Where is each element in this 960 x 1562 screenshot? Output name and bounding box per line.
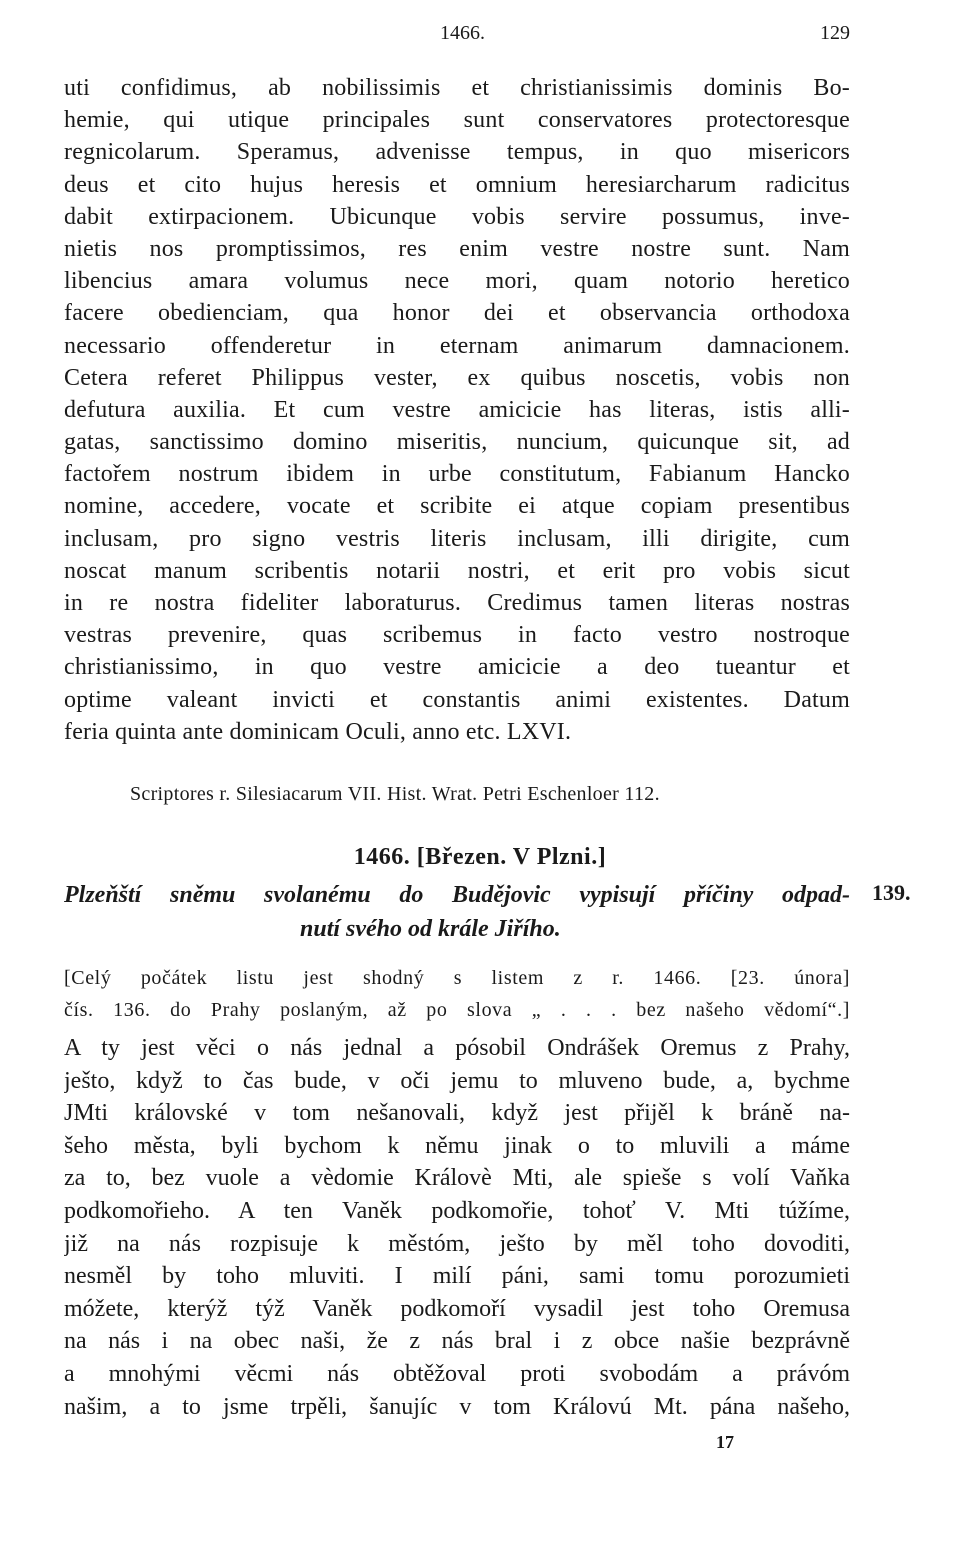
text-line: inclusam, pro signo vestris literis inclusam, illi dirigite, cum xyxy=(64,525,850,552)
text-line: hemie, qui utique principales sunt conservatores protectoresque xyxy=(64,107,850,134)
text-line: šeho města, byli bychom k němu jinak o to mluvili a máme xyxy=(64,1132,850,1159)
regest-line: nutí svého od krále Jiřího. xyxy=(300,916,561,942)
text-line: optime valeant invicti et constantis animi existentes. Datum xyxy=(64,686,850,713)
text-line: in re nostra fideliter laboraturus. Credimus tamen literas nostras xyxy=(64,590,850,616)
text-line: nomine, accedere, vocate et scribite ei atque copiam presentibus xyxy=(64,493,850,520)
text-line: za to, bez vuole a vèdomie Královè Mti, ale spieše s volí Vaňka xyxy=(64,1165,850,1192)
running-head xyxy=(0,22,960,50)
latin-letter-text xyxy=(64,72,850,748)
text-line: noscat manum scribentis notarii nostri, et erit pro vobis sicut xyxy=(64,557,850,584)
regest-line: Plzeňští sněmu svolanému do Budějovic vypisují příčiny odpad- xyxy=(64,882,850,908)
text-line: defutura auxilia. Et cum vestre amicicie has literas, istis alli- xyxy=(64,396,850,423)
text-line: necessario offenderetur in eternam animarum damnacionem. xyxy=(64,332,850,359)
document-number: 139. xyxy=(872,880,911,905)
text-line: našim, a to jsme trpěli, šanujíc v tom Královú Mt. pána našeho, xyxy=(64,1393,850,1420)
signature-mark: 17 xyxy=(716,1432,734,1452)
text-line: vestras prevenire, quas scribemus in facto vestro nostroque xyxy=(64,622,850,649)
note-line: čís. 136. do Prahy poslaným, až po slova „ . . . bez našeho vědomí“.] xyxy=(64,999,850,1021)
text-line: a mnohými věcmi nás obtěžoval proti svobodám a právóm xyxy=(64,1360,850,1387)
document-regest xyxy=(64,878,850,946)
note-line: [Celý počátek listu jest shodný s listem z r. 1466. [23. února] xyxy=(64,967,850,989)
text-line: na nás i na obec naši, že z nás bral i z obce našie bezprávně xyxy=(64,1328,850,1355)
czech-letter-text xyxy=(64,1032,850,1423)
text-line: libencius amara volumus nece mori, quam notorio heretico xyxy=(64,268,850,295)
text-line: christianissimo, in quo vestre amicicie a deo tueantur et xyxy=(64,654,850,681)
text-line: móžete, kterýž týž Vaněk podkomoří vysadil jest toho Oremusa xyxy=(64,1295,850,1322)
text-line: JMti královské v tom nešanovali, když jest přijěl k bráně na- xyxy=(64,1100,850,1127)
text-line: A ty jest věci o nás jednal a pósobil Ondrášek Oremus z Prahy, xyxy=(64,1035,850,1061)
text-line: Cetera referet Philippus vester, ex quibus noscetis, vobis non xyxy=(64,364,850,391)
text-line: feria quinta ante dominicam Oculi, anno etc. LXVI. xyxy=(64,718,572,745)
running-head-year: 1466. xyxy=(440,22,485,44)
text-line: ješto, když to čas bude, v oči jemu to mluveno bude, a, bychme xyxy=(64,1067,850,1094)
text-line: dabit extirpacionem. Ubicunque vobis servire possumus, inve- xyxy=(64,203,850,230)
document-heading: 1466. [Březen. V Plzni.] xyxy=(353,844,607,870)
text-line: factořem nostrum ibidem in urbe constitutum, Fabianum Hancko xyxy=(64,461,850,488)
text-line: uti confidimus, ab nobilissimis et christianissimis dominis Bo- xyxy=(64,75,850,101)
text-line: facere obedienciam, qua honor dei et observancia orthodoxa xyxy=(64,300,850,327)
text-line: nesměl by toho mluviti. I milí páni, sami tomu porozumieti xyxy=(64,1263,850,1290)
text-line: podkomořieho. A ten Vaněk podkomořie, tohoť V. Mti túžíme, xyxy=(64,1197,850,1224)
text-line: gatas, sanctissimo domino miseritis, nuncium, quicunque sit, ad xyxy=(64,429,850,456)
source-citation: Scriptores r. Silesiacarum VII. Hist. Wrat. Petri Eschenloer 112. xyxy=(130,783,660,805)
text-line: již na nás rozpisuje k městóm, ješto by měl toho dovoditi, xyxy=(64,1230,850,1257)
text-line: deus et cito hujus heresis et omnium heresiarcharum radicitus xyxy=(64,171,850,198)
page-number: 129 xyxy=(820,22,850,44)
text-line: regnicolarum. Speramus, advenisse tempus, in quo misericors xyxy=(64,139,850,166)
text-line: nietis nos promptissimos, res enim vestre nostre sunt. Nam xyxy=(64,235,850,262)
editorial-note xyxy=(64,962,850,1026)
